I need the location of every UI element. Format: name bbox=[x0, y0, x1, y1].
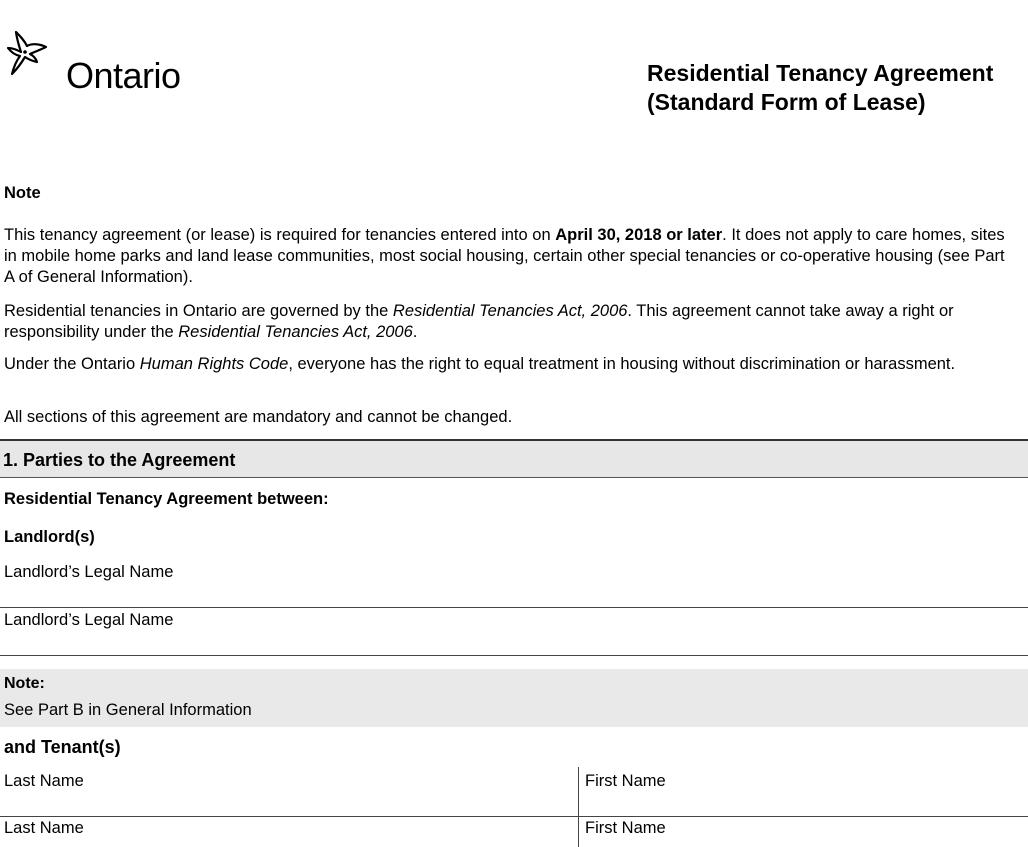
para3-text-b: , everyone has the right to equal treatment in housing without discrimination or harassment. bbox=[288, 355, 956, 373]
section-1-title: 1. Parties to the Agreement bbox=[3, 450, 236, 470]
note-box-text: See Part B in General Information bbox=[4, 701, 252, 719]
tenant-1-last-name-input[interactable] bbox=[0, 790, 582, 816]
trillium-icon bbox=[0, 28, 74, 98]
tenant-2-last-name-label: Last Name bbox=[4, 819, 84, 837]
note-heading: Note bbox=[4, 184, 41, 202]
note-box bbox=[0, 669, 1028, 727]
para1-date: April 30, 2018 or later bbox=[555, 226, 723, 244]
tenant-1-first-name-field[interactable] bbox=[578, 767, 1028, 817]
logo-wordmark: Ontario bbox=[66, 55, 181, 96]
landlord-name-label-1: Landlord’s Legal Name bbox=[4, 563, 174, 581]
tenant-1-last-name-field[interactable] bbox=[0, 767, 578, 817]
para3-code: Human Rights Code bbox=[139, 355, 289, 373]
landlord-name-label-2: Landlord’s Legal Name bbox=[4, 611, 174, 629]
tenant-2-first-name-field[interactable] bbox=[578, 817, 1028, 847]
tenant-1-first-name-label: First Name bbox=[585, 772, 666, 790]
tenant-1-last-name-label: Last Name bbox=[4, 772, 84, 790]
landlord-name-input-1[interactable] bbox=[0, 581, 1028, 607]
tenant-2-first-name-label: First Name bbox=[585, 819, 666, 837]
note-box-heading: Note: bbox=[4, 675, 45, 692]
para2-act-1: Residential Tenancies Act, 2006 bbox=[392, 302, 628, 320]
para2-text-c: . bbox=[412, 323, 418, 341]
note-paragraph-1 bbox=[4, 225, 1009, 288]
para2-text-a: Residential tenancies in Ontario are governed by the bbox=[4, 302, 393, 320]
landlord-name-field-1[interactable] bbox=[0, 560, 1028, 608]
tenant-1-first-name-input[interactable] bbox=[579, 790, 1028, 816]
note-paragraph-2 bbox=[4, 301, 1024, 343]
form-title-line1: Residential Tenancy Agreement bbox=[647, 60, 994, 86]
landlords-heading: Landlord(s) bbox=[4, 528, 95, 546]
tenant-2-last-name-field[interactable] bbox=[0, 817, 578, 847]
agreement-between-label: Residential Tenancy Agreement between: bbox=[4, 490, 329, 508]
tenants-heading: and Tenant(s) bbox=[4, 737, 121, 757]
ontario-logo bbox=[0, 26, 210, 98]
note-paragraph-3 bbox=[4, 354, 1004, 375]
form-title bbox=[647, 59, 993, 117]
landlord-name-field-2[interactable] bbox=[0, 608, 1028, 656]
para1-text-b: . It does not apply to care homes, sites in mobile home parks and land lease communities, most social housing, certain other special tenancies or co-operative housing (see Part A of General Information). bbox=[4, 226, 1005, 286]
para2-text-b: . This agreement cannot take away a right or responsibility under the bbox=[4, 302, 954, 341]
para3-text-a: Under the Ontario bbox=[4, 355, 140, 373]
landlord-name-input-2[interactable] bbox=[0, 629, 1028, 655]
para2-act-2: Residential Tenancies Act, 2006 bbox=[178, 323, 413, 341]
form-title-line2: (Standard Form of Lease) bbox=[647, 89, 926, 115]
note-paragraph-4: All sections of this agreement are mandatory and cannot be changed. bbox=[4, 408, 513, 426]
section-1-header bbox=[0, 439, 1028, 478]
para1-text-a: This tenancy agreement (or lease) is required for tenancies entered into on bbox=[4, 226, 556, 244]
